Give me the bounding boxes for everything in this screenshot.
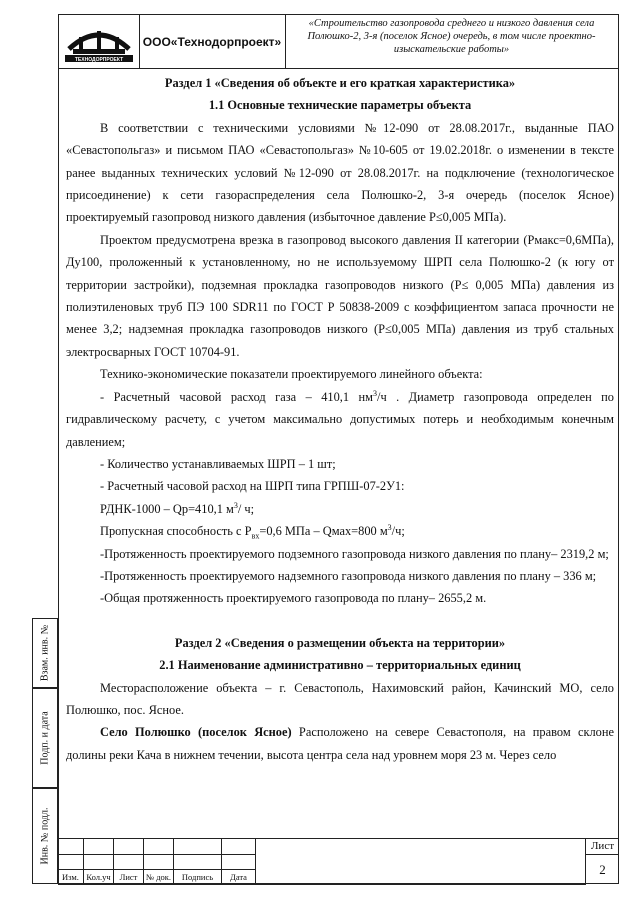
paragraph: Село Полюшко (поселок Ясное) Расположено на севере Севастополя, на правом склоне долины реки Кача в нижнем течении, высота центра села над уровнем моря 23 м. Через село [66,725,614,762]
side-vzam: Взам. инв. № [32,618,58,688]
paragraph: -Протяженность проектируемого подземного газопровода низкого давления по плану– 2319,2 м; [100,546,609,561]
paragraph: РДНК-1000 – Qр=410,1 $м^3/$ ч; [100,500,255,516]
stamp-ndok: № док. [144,870,174,885]
side-podp: Подп. и дата [32,688,58,788]
stamp-list: Лист [114,870,144,885]
project-title: «Строительство газопровода среднего и низкого давления села Полюшко-2, 3-я (поселок Ясное) очередь, в том числе проектно-изыскательские работы» [307,18,596,55]
side-inv: Инв. № подл. [32,788,58,884]
paragraph: В соответствии с техническими условиями №12-090 от 28.08.2017г., выданные ПАО «Севастопольгаз» и письмом ПАО «Севастопольгаз» №10-605 от 19.02.2018г. о изменении в тексте ранее выданных технических условий №12-090 от 28.08.2017г. на подключение (технологическое присоединение) к сети газораспределения села Полюшко-2, 3-я очередь (поселок Ясное) проектируемый газопровод низкого давления (избыточное давление Р≤0,005 МПа). [66,120,614,225]
stamp-data: Дата [222,870,256,885]
section-2-title: Раздел 2 «Сведения о размещении объекта на территории» [174,635,506,650]
stamp-izm: Изм. [58,870,84,885]
sheet-label: Лист [586,839,619,855]
paragraph: - Количество устанавливаемых ШРП – 1 шт; [100,456,336,471]
stamp-kol: Кол.уч [84,870,114,885]
stamp-podpis: Подпись [174,870,222,885]
paragraph: Месторасположение объекта – г. Севастополь, Нахимовский район, Качинский МО, село Полюшко, пос. Ясное. [66,680,614,717]
paragraph: Проектом предусмотрена врезка в газопровод высокого давления II категории (Рмакс=0,6МПа), Ду100, проложенный к установленному, но не используемому ШРП села Полюшко-2 (к югу от территории застройки), подземная прокладка газопроводов низкого (Р≤ 0,005 МПа) давления из полиэтиленовых труб ПЭ 100 SDR11 по ГОСТ Р 50838-2009 с коэффициентом запаса прочности не менее 3,2; надземная прокладка газопроводов низкого (Р≤0,005 МПа) давления из труб стальных электросварных ГОСТ 10704-91. [66,232,614,359]
section-2-1-subtitle: 2.1 Наименование административно – территориальных единиц [159,658,521,673]
paragraph: - Расчетный часовой расход на ШРП типа ГРПШ-07-2У1: [100,479,405,494]
paragraph: Технико-экономические показатели проектируемого линейного объекта: [100,367,483,382]
paragraph: -Протяженность проектируемого надземного газопровода низкого давления по плану – 336 м; [100,568,597,583]
logo-text: ТЕХНОДОРПРОЕКТ [74,57,124,63]
paragraph: -Общая протяженность проектируемого газопровода по плану– 2655,2 м. [100,591,487,606]
document-body [66,72,614,766]
section-1-title: Раздел 1 «Сведения об объекте и его краткая характеристика» [164,76,516,90]
section-1-1-subtitle: 1.1 Основные технические параметры объекта [208,98,472,113]
title-block [58,838,619,885]
sheet-number: 2 [599,862,606,877]
paragraph: Пропускная способность с $Р_{вх}=0,6$ МПа – Qмах=800 $м^3/ч$; [100,523,405,541]
paragraph: - Расчетный часовой расход газа – 410,1 $нм^3/ч$ . Диаметр газопровода определен по гидравлическому расчету, с учетом максимально допустимых потерь и необходимым конечным давлением; [66,388,614,449]
company-name: ООО«Технодорпроект» [139,15,286,68]
